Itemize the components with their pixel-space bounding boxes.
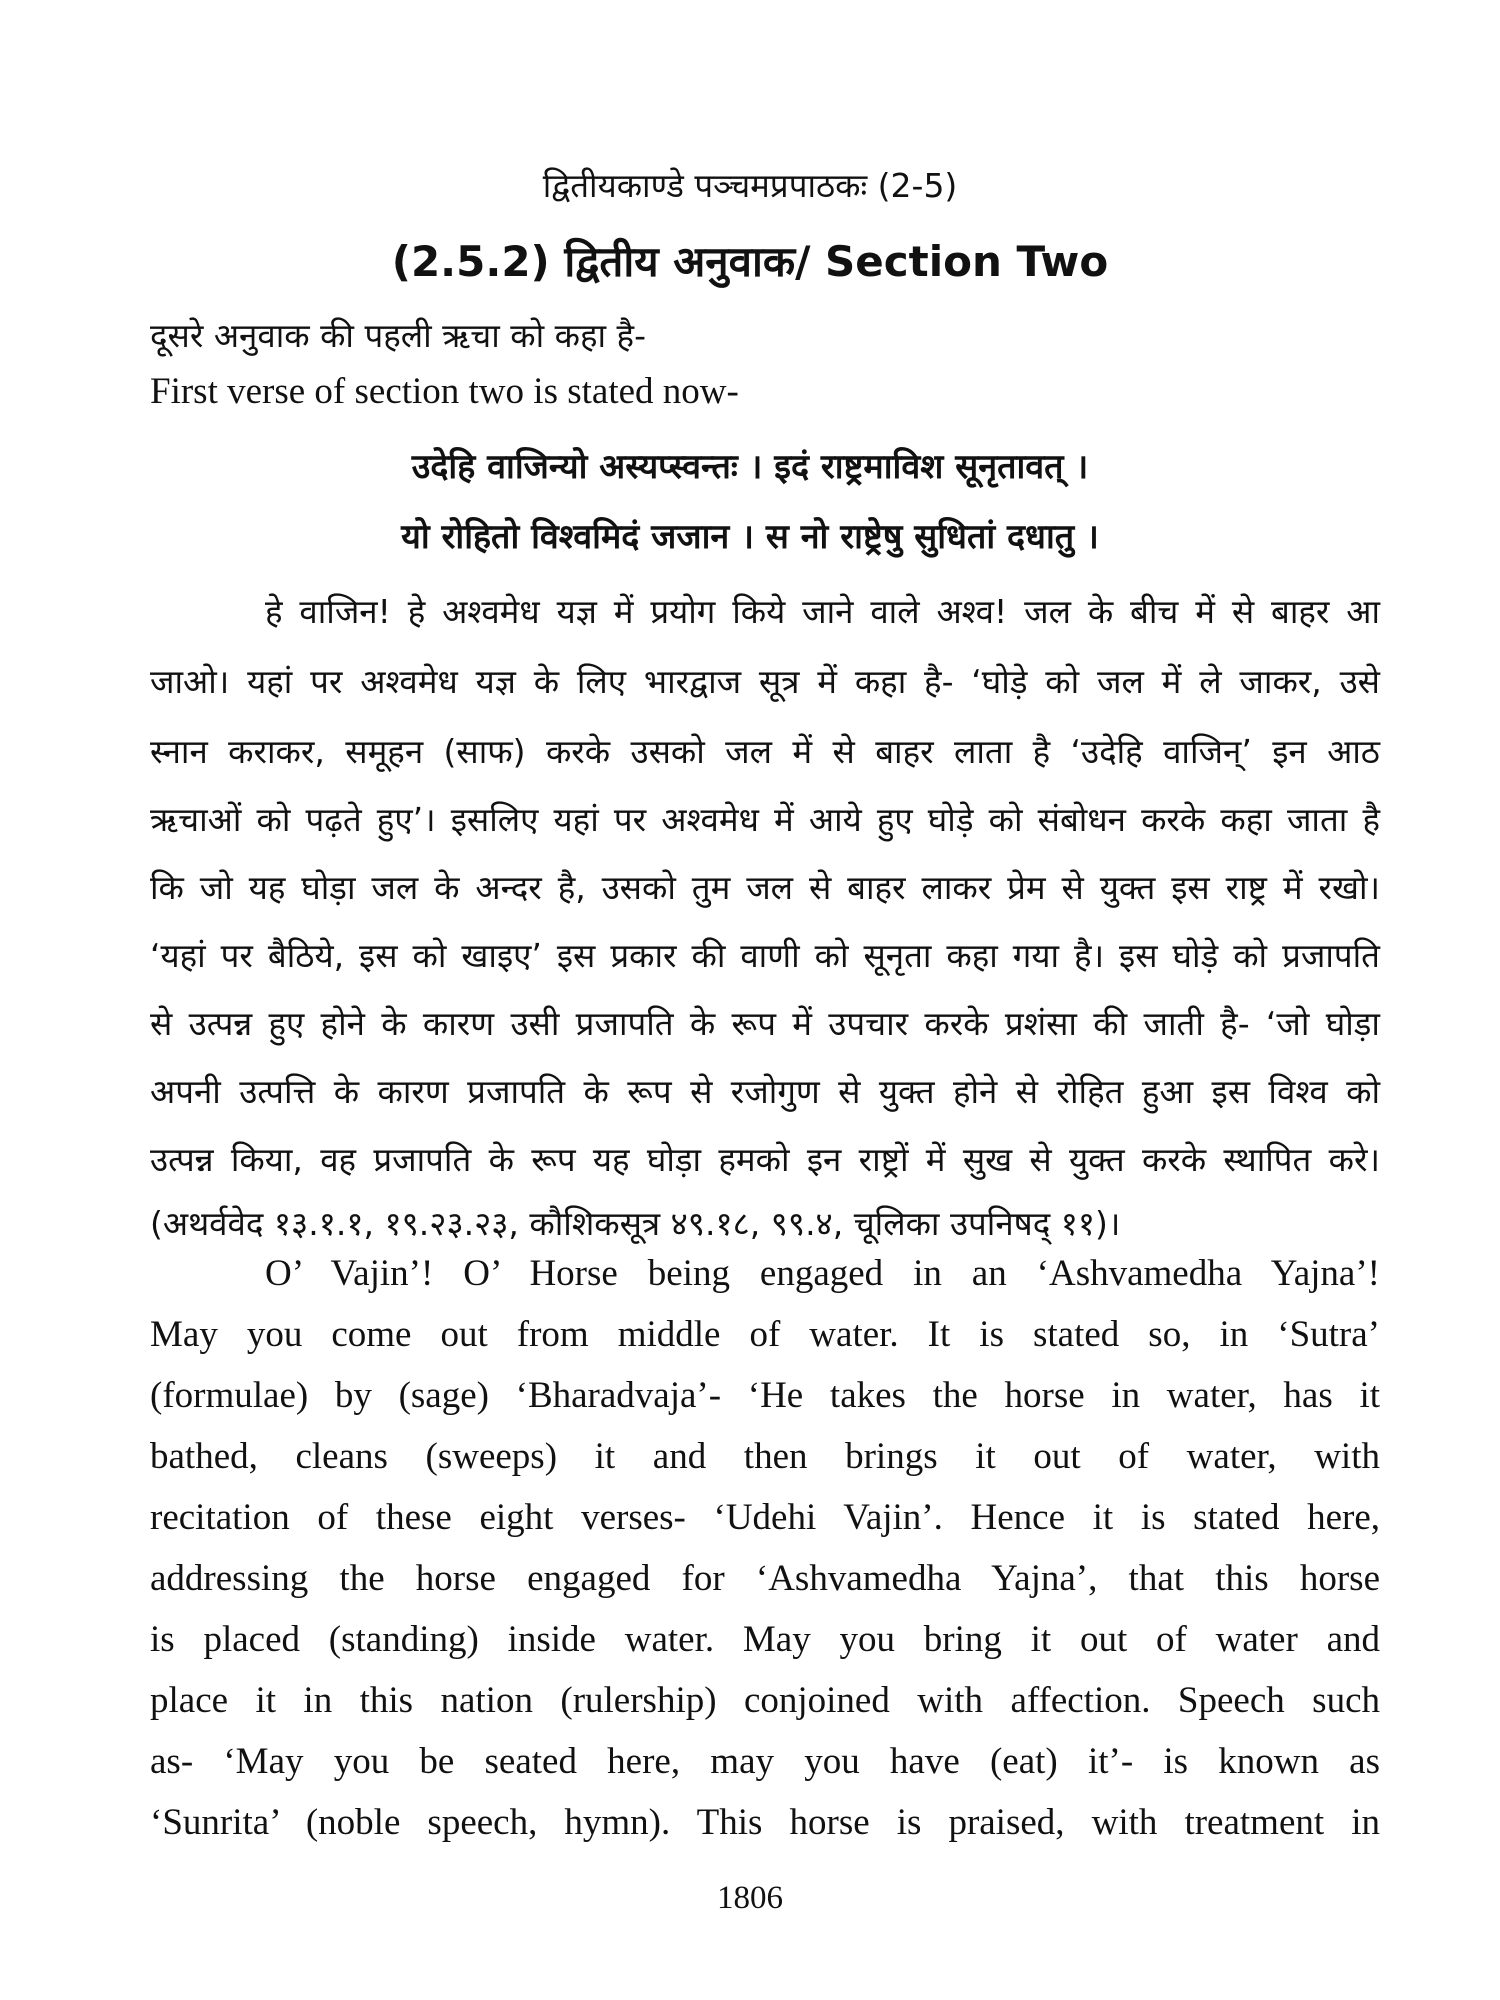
hindi-line: (अथर्ववेद १३.१.१, १९.२३.२३, कौशिकसूत्र ४९.१८, ९९.४, चूलिका उपनिषद् ११)। <box>150 1204 1121 1243</box>
english-line: addressing the horse engaged for ‘Ashvamedha Yajna’, that this horse <box>150 1558 1380 1599</box>
mantra-line-1: उदेहि वाजिन्यो अस्यप्स्वन्तः । इदं राष्ट्रमाविश सूनृतावत् । <box>411 447 1089 487</box>
hindi-line: ऋचाओं को पढ़ते हुए’। इसलिए यहां पर अश्वमेध में आये हुए घोड़े को संबोधन करके कहा जाता है <box>150 800 1380 839</box>
english-line: recitation of these eight verses- ‘Udehi Vajin’. Hence it is stated here, <box>150 1497 1380 1538</box>
intro-english: First verse of section two is stated now- <box>150 371 739 412</box>
mantra-line-2: यो रोहितो विश्वमिदं जजान । स नो राष्ट्रेषु सुधितां दधातु । <box>401 517 1099 557</box>
hindi-line: हे वाजिन! हे अश्वमेध यज्ञ में प्रयोग किये जाने वाले अश्व! जल के बीच में से बाहर आ <box>265 592 1380 631</box>
english-line: as- ‘May you be seated here, may you have (eat) it’- is known as <box>150 1741 1380 1782</box>
hindi-line: उत्पन्न किया, वह प्रजापति के रूप यह घोड़ा हमको इन राष्ट्रों में सुख से युक्त करके स्थापित करे। <box>150 1140 1380 1179</box>
page-number: 1806 <box>717 1880 783 1916</box>
hindi-line: स्नान कराकर, समूहन (साफ) करके उसको जल में से बाहर लाता है ‘उदेहि वाजिन्’ इन आठ <box>150 732 1380 771</box>
english-line: O’ Vajin’! O’ Horse being engaged in an ‘Ashvamedha Yajna’! <box>265 1253 1380 1294</box>
hindi-line: ‘यहां पर बैठिये, इस को खाइए’ इस प्रकार की वाणी को सूनृता कहा गया है। इस घोड़े को प्रजापति <box>150 936 1380 975</box>
english-line: ‘Sunrita’ (noble speech, hymn). This horse is praised, with treatment in <box>150 1802 1380 1843</box>
english-line: bathed, cleans (sweeps) it and then brings it out of water, with <box>150 1436 1380 1477</box>
hindi-line: अपनी उत्पत्ति के कारण प्रजापति के रूप से रजोगुण से युक्त होने से रोहित हुआ इस विश्व को <box>150 1072 1380 1111</box>
kanda-heading: द्वितीयकाण्डे पञ्चमप्रपाठकः (2-5) <box>542 166 958 205</box>
english-line: is placed (standing) inside water. May you bring it out of water and <box>150 1619 1380 1660</box>
hindi-line: से उत्पन्न हुए होने के कारण उसी प्रजापति के रूप में उपचार करके प्रशंसा की जाती है- ‘जो घोड़ा <box>150 1004 1380 1043</box>
intro-hindi: दूसरे अनुवाक की पहली ऋचा को कहा है- <box>150 316 646 355</box>
hindi-line: जाओ। यहां पर अश्वमेध यज्ञ के लिए भारद्वाज सूत्र में कहा है- ‘घोड़े को जल में ले जाकर, उसे <box>150 662 1380 701</box>
english-line: place it in this nation (rulership) conjoined with affection. Speech such <box>150 1680 1380 1721</box>
english-line: (formulae) by (sage) ‘Bharadvaja’- ‘He takes the horse in water, has it <box>150 1375 1380 1416</box>
english-line: May you come out from middle of water. It is stated so, in ‘Sutra’ <box>150 1314 1380 1355</box>
hindi-line: कि जो यह घोड़ा जल के अन्दर है, उसको तुम जल से बाहर लाकर प्रेम से युक्त इस राष्ट्र में रखो। <box>150 868 1380 907</box>
section-title: (2.5.2) द्वितीय अनुवाक/ Section Two <box>391 237 1109 286</box>
